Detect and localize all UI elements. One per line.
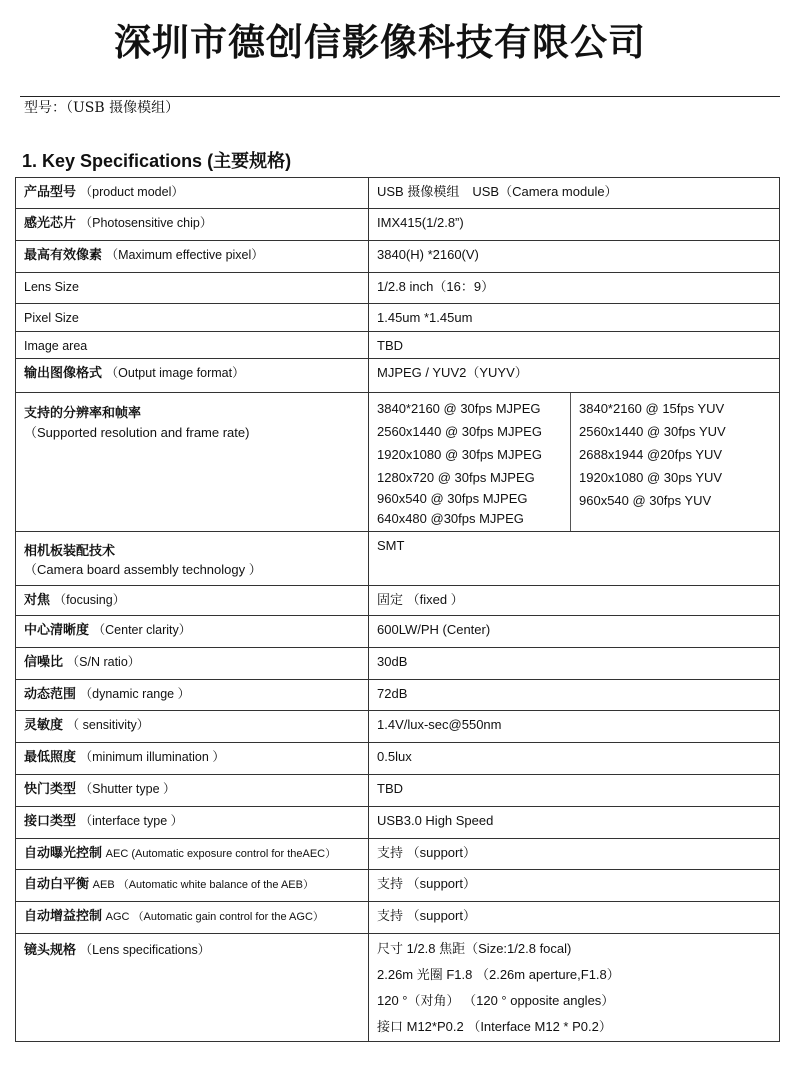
spec-value: USB 摄像模组 USB（Camera module） <box>369 178 780 209</box>
spec-row <box>16 241 780 273</box>
spec-row <box>16 775 780 807</box>
spec-label-cn: 相机板装配技术 <box>24 543 116 558</box>
spec-label-en: （product model） <box>79 185 184 199</box>
spec-label-cn: 镜头规格 <box>24 942 77 957</box>
spec-row <box>16 902 780 934</box>
spec-label-cn: 接口类型 <box>24 813 77 828</box>
spec-label-cn: 对焦 <box>24 592 51 607</box>
spec-label <box>16 359 369 393</box>
spec-label-en: （Lens specifications） <box>79 943 211 957</box>
lens-spec-line: 接口 M12*P0.2 （Interface M12 * P0.2） <box>377 1019 612 1034</box>
yuv-mode: 1920x1080 @ 30ps YUV <box>579 470 723 485</box>
spec-value: 固定 （fixed ） <box>369 586 780 616</box>
spec-row <box>16 586 780 616</box>
spec-label <box>16 807 369 839</box>
spec-label-cn: 中心清晰度 <box>24 622 90 637</box>
spec-value: 0.5lux <box>369 743 780 775</box>
lens-row <box>16 934 780 1042</box>
company-title: 深圳市德创信影像科技有限公司 <box>114 22 646 63</box>
spec-row <box>16 332 780 359</box>
spec-row <box>16 532 780 586</box>
mjpeg-mode: 3840*2160 @ 30fps MJPEG <box>377 401 541 416</box>
lens-values <box>369 934 780 1042</box>
spec-row <box>16 648 780 680</box>
spec-row <box>16 680 780 711</box>
spec-label <box>16 178 369 209</box>
spec-label-en: AEC (Automatic exposure control for theAEC） <box>105 848 337 860</box>
spec-label-cn: 动态范围 <box>24 686 77 701</box>
spec-label-cn: 支持的分辨率和帧率 <box>24 405 142 420</box>
spec-value: IMX415(1/2.8”) <box>369 209 780 241</box>
spec-value: USB3.0 High Speed <box>369 807 780 839</box>
spec-label-cn: 输出图像格式 <box>24 365 103 380</box>
spec-label-cn: 感光芯片 <box>24 215 77 230</box>
spec-value: 3840(H) *2160(V) <box>369 241 780 273</box>
mjpeg-column <box>369 393 571 531</box>
spec-label-en: （dynamic range ） <box>79 687 191 701</box>
spec-value: 支持 （support） <box>369 902 780 934</box>
spec-row <box>16 359 780 393</box>
spec-label <box>16 743 369 775</box>
mjpeg-mode: 1280x720 @ 30fps MJPEG <box>377 470 535 485</box>
mjpeg-mode: 2560x1440 @ 30fps MJPEG <box>377 424 542 439</box>
spec-table <box>15 177 780 1042</box>
spec-row <box>16 304 780 332</box>
spec-label-en: （focusing） <box>53 593 126 607</box>
spec-label-en: （Maximum effective pixel） <box>105 248 264 262</box>
spec-label <box>16 870 369 902</box>
spec-row <box>16 839 780 870</box>
spec-value: 1.4V/lux-sec@550nm <box>369 711 780 743</box>
spec-label-cn: 自动曝光控制 <box>24 845 103 860</box>
resolution-values <box>369 393 780 532</box>
spec-value: 1.45um *1.45um <box>369 304 780 332</box>
spec-label <box>16 209 369 241</box>
spec-value: TBD <box>369 775 780 807</box>
spec-row <box>16 178 780 209</box>
spec-label-en: （Photosensitive chip） <box>79 216 213 230</box>
yuv-mode: 3840*2160 @ 15fps YUV <box>579 401 725 416</box>
spec-value: 支持 （support） <box>369 839 780 870</box>
spec-row <box>16 870 780 902</box>
yuv-mode: 2560x1440 @ 30fps YUV <box>579 424 726 439</box>
spec-label-en: （Shutter type ） <box>79 782 176 796</box>
lens-spec-line: 尺寸 1/2.8 焦距（Size:1/2.8 focal) <box>377 941 572 956</box>
spec-value: SMT <box>369 532 780 586</box>
spec-value: 72dB <box>369 680 780 711</box>
spec-value: MJPEG / YUV2（YUYV） <box>369 359 780 393</box>
spec-label <box>16 393 369 532</box>
mjpeg-mode: 960x540 @ 30fps MJPEG <box>377 491 528 506</box>
spec-label <box>16 241 369 273</box>
spec-value: 30dB <box>369 648 780 680</box>
spec-row <box>16 273 780 304</box>
lens-spec-line: 120 °（对角） （120 ° opposite angles） <box>377 993 615 1008</box>
spec-label <box>16 711 369 743</box>
spec-label-cn: 自动增益控制 <box>24 908 103 923</box>
spec-label <box>16 586 369 616</box>
spec-label-cn: 灵敏度 <box>24 717 64 732</box>
spec-label-cn: 自动白平衡 <box>24 876 90 891</box>
spec-label-en: （Camera board assembly technology ） <box>24 562 262 577</box>
spec-label <box>16 902 369 934</box>
spec-label-en: （S/N ratio） <box>66 655 141 669</box>
resolution-row <box>16 393 780 532</box>
spec-row <box>16 711 780 743</box>
spec-row <box>16 743 780 775</box>
spec-value: TBD <box>369 332 780 359</box>
model-line: 型号：（USB 摄像模组） <box>24 100 180 116</box>
spec-label <box>16 934 369 1042</box>
spec-label <box>16 532 369 586</box>
spec-label-en: Image area <box>24 339 88 353</box>
spec-label-cn: 产品型号 <box>24 184 77 199</box>
spec-label-cn: 最高有效像素 <box>24 247 103 262</box>
spec-label <box>16 616 369 648</box>
yuv-mode: 2688x1944 @20fps YUV <box>579 447 723 462</box>
spec-row <box>16 616 780 648</box>
spec-label-en: AEB （Automatic white balance of the AEB） <box>92 879 314 891</box>
spec-label-en: （Center clarity） <box>92 623 192 637</box>
spec-label-en: AGC （Automatic gain control for the AGC） <box>105 911 324 923</box>
mjpeg-mode: 640x480 @30fps MJPEG <box>377 511 524 526</box>
spec-label-cn: 信噪比 <box>24 654 64 669</box>
spec-value: 支持 （support） <box>369 870 780 902</box>
spec-label-cn: 快门类型 <box>24 781 77 796</box>
yuv-mode: 960x540 @ 30fps YUV <box>579 493 712 508</box>
spec-label <box>16 775 369 807</box>
spec-label-en: Pixel Size <box>24 311 79 325</box>
yuv-column <box>571 393 734 531</box>
spec-label-en: （minimum illumination ） <box>79 750 225 764</box>
spec-value: 600LW/PH (Center) <box>369 616 780 648</box>
spec-label-en: （ sensitivity） <box>66 718 150 732</box>
spec-label <box>16 839 369 870</box>
spec-label-en: （Supported resolution and frame rate) <box>24 425 250 440</box>
spec-value: 1/2.8 inch（16：9） <box>369 273 780 304</box>
lens-spec-line: 2.26m 光圈 F1.8 （2.26m aperture,F1.8） <box>377 967 620 982</box>
spec-label <box>16 680 369 711</box>
section-heading: 1. Key Specifications (主要规格) <box>22 151 292 171</box>
mjpeg-mode: 1920x1080 @ 30fps MJPEG <box>377 447 542 462</box>
spec-label-cn: 最低照度 <box>24 749 77 764</box>
spec-row <box>16 209 780 241</box>
spec-row <box>16 807 780 839</box>
spec-label <box>16 304 369 332</box>
spec-label <box>16 332 369 359</box>
spec-label-en: （Output image format） <box>105 366 245 380</box>
spec-label <box>16 648 369 680</box>
spec-label-en: Lens Size <box>24 280 79 294</box>
spec-label <box>16 273 369 304</box>
spec-label-en: （interface type ） <box>79 814 184 828</box>
